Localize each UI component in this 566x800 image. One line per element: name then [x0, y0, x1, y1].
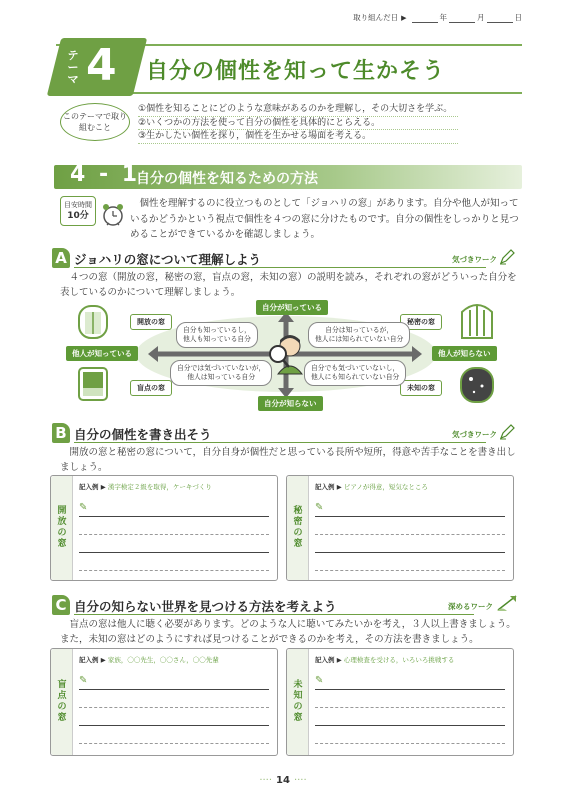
open-window-work-area[interactable]: [50, 475, 278, 581]
part-b-letter: B: [52, 423, 70, 443]
goal-item: ③生かしたい個性を探り，個性を生かせる場面を考える。: [138, 130, 458, 144]
open-window-desc: [176, 322, 258, 348]
month-label: 月: [477, 13, 485, 22]
example-line: [79, 482, 212, 491]
shovel-icon: [496, 594, 518, 612]
example-label: 記入例 ▶: [79, 656, 106, 664]
example-text: 心理検査を受ける，いろいろ挑戦する: [343, 656, 455, 664]
part-c-title: 自分の知らない世界を見つける方法を考えよう: [74, 599, 337, 614]
time-label: 目安時間: [64, 201, 92, 209]
blind-window-side-text: 盲点の窓: [57, 680, 67, 723]
blind-desc-line: 他人は知っている自分: [187, 373, 256, 381]
pencil-mark-icon: ✎: [315, 502, 324, 513]
theme-label: テーマ: [67, 49, 79, 86]
dots-decoration: ····: [259, 775, 273, 786]
secret-desc-line: 自分は知っているが，: [325, 326, 394, 334]
work-side-label: [287, 476, 309, 580]
secret-window-label: 秘密の窓: [400, 314, 442, 330]
part-c-text: 盲点の窓は他人に聴く必要があります。どのような人に聴いてみたいかを考え，３人以上書きましょう。また，未知の窓はどのようにすれば見つけることができるのかを考え，その方法を書きましょう。: [60, 619, 516, 645]
secret-window-icon: [458, 300, 496, 340]
write-line[interactable]: [79, 552, 269, 553]
section-title: 自分の個性を知るための方法: [136, 171, 318, 187]
year-label: 年: [439, 13, 447, 22]
pencil-mark-icon: ✎: [79, 502, 88, 513]
date-label: 取り組んだ日: [353, 13, 399, 22]
write-line[interactable]: [315, 516, 505, 517]
unknown-window-desc: [304, 360, 406, 386]
time-box: [60, 196, 96, 226]
section-intro: 個性を理解するのに役立つものとして「ジョハリの窓」があります。自分や他人が知っているかどうかという視点で個性を４つの窓に分けたものです。自分の個性をしっかりと見つめることができているかを確認しましょう。: [130, 198, 519, 240]
write-line[interactable]: [315, 689, 505, 690]
secret-window-work-area[interactable]: [286, 475, 514, 581]
part-b-tag: 気づきワーク: [452, 430, 497, 439]
axis-right-label: 他人が知らない: [432, 346, 497, 361]
part-a-title: ジョハリの窓について理解しよう: [74, 252, 262, 267]
open-desc-line: 他人も知っている自分: [183, 335, 251, 343]
example-text: 家族，〇〇先生，〇〇さん，〇〇先輩: [107, 656, 219, 664]
secret-window-desc: [308, 322, 410, 348]
year-blank[interactable]: [412, 15, 438, 23]
write-line[interactable]: [315, 743, 505, 744]
example-line: [315, 482, 428, 491]
example-label: 記入例 ▶: [79, 483, 106, 491]
part-a-letter: A: [52, 248, 70, 268]
part-c-underline: [74, 614, 474, 615]
goal-list: [138, 103, 458, 144]
unknown-window-work-area[interactable]: [286, 648, 514, 756]
month-blank[interactable]: [449, 15, 475, 23]
day-label: 日: [514, 13, 522, 22]
unknown-desc-line: 他人にも知られていない自分: [311, 373, 400, 381]
unknown-window-label: 未知の窓: [400, 380, 442, 396]
blind-window-work-area[interactable]: [50, 648, 278, 756]
pencil-icon: [498, 423, 516, 441]
theme-number: 4: [86, 40, 117, 91]
goal-bubble: このテーマで取り組むこと: [60, 103, 130, 141]
write-line[interactable]: [315, 707, 505, 708]
page-number: [0, 775, 566, 786]
write-line[interactable]: [315, 552, 505, 553]
axis-top-label: 自分が知っている: [256, 300, 328, 315]
write-line[interactable]: [315, 534, 505, 535]
pencil-icon: [498, 248, 516, 266]
unknown-window-side-text: 未知の窓: [293, 680, 303, 723]
part-c-tag: 深めるワーク: [448, 602, 493, 611]
blind-desc-line: 自分では気づいていないが，: [177, 364, 266, 372]
pencil-mark-icon: ✎: [79, 675, 88, 686]
page-number-value: 14: [276, 775, 290, 786]
blind-window-icon: [76, 366, 110, 404]
part-b-underline: [74, 442, 486, 443]
alarm-clock-icon: [100, 202, 126, 228]
write-line[interactable]: [315, 570, 505, 571]
date-line: [353, 12, 522, 23]
part-a-underline: [74, 267, 486, 268]
axis-bottom-label: 自分が知らない: [258, 396, 323, 411]
theme-title: 自分の個性を知って生かそう: [146, 59, 446, 84]
part-c-letter: C: [52, 595, 70, 615]
goal-item: ①個性を知ることにどのような意味があるのかを理解し，その大切さを学ぶ。: [138, 103, 458, 117]
pencil-mark-icon: ✎: [315, 675, 324, 686]
triangle-icon: ▶: [401, 14, 407, 22]
part-a-text: ４つの窓（開放の窓，秘密の窓，盲点の窓，未知の窓）の説明を読み，それぞれの窓がどういった自分を表しているのかについて理解しましょう。: [60, 272, 517, 298]
goal-item: ②いくつかの方法を使って自分の個性を具体的にとらえる。: [138, 117, 458, 131]
open-window-label: 開放の窓: [130, 314, 172, 330]
unknown-window-icon: [458, 366, 496, 406]
secret-window-side-text: 秘密の窓: [293, 506, 303, 549]
write-line[interactable]: [79, 516, 269, 517]
dots-decoration: ····: [293, 775, 307, 786]
section-number: 4 - 1: [70, 162, 141, 187]
blind-window-label: 盲点の窓: [130, 380, 172, 396]
write-line[interactable]: [315, 725, 505, 726]
axis-left-label: 他人が知っている: [66, 346, 138, 361]
part-b-text: 開放の窓と秘密の窓について，自分自身が個性だと思っている長所や短所，得意や苦手なことを書き出しましょう。: [60, 447, 516, 473]
write-line[interactable]: [79, 534, 269, 535]
open-desc-line: 自分も知っているし，: [183, 326, 251, 334]
example-line: [315, 655, 454, 664]
example-label: 記入例 ▶: [315, 483, 342, 491]
write-line[interactable]: [79, 689, 269, 690]
write-line[interactable]: [79, 743, 269, 744]
work-side-label: [51, 476, 73, 580]
example-text: 漢字検定２級を取得，ケーキづくり: [107, 483, 212, 491]
part-b-title: 自分の個性を書き出そう: [74, 427, 212, 442]
blind-window-desc: [170, 360, 272, 386]
open-window-side-text: 開放の窓: [57, 506, 67, 549]
secret-desc-line: 他人には知られていない自分: [315, 335, 404, 343]
example-line: [79, 655, 219, 664]
time-value: 10分: [67, 211, 89, 221]
day-blank[interactable]: [487, 15, 513, 23]
open-window-icon: [76, 302, 110, 340]
work-side-label: [287, 649, 309, 755]
unknown-desc-line: 自分でも気づいていないし，: [311, 364, 400, 372]
write-line[interactable]: [79, 570, 269, 571]
write-line[interactable]: [79, 725, 269, 726]
example-text: ピアノが得意，短気なところ: [343, 483, 428, 491]
work-side-label: [51, 649, 73, 755]
write-line[interactable]: [79, 707, 269, 708]
johari-diagram: [52, 300, 526, 410]
example-label: 記入例 ▶: [315, 656, 342, 664]
part-a-tag: 気づきワーク: [452, 255, 497, 264]
